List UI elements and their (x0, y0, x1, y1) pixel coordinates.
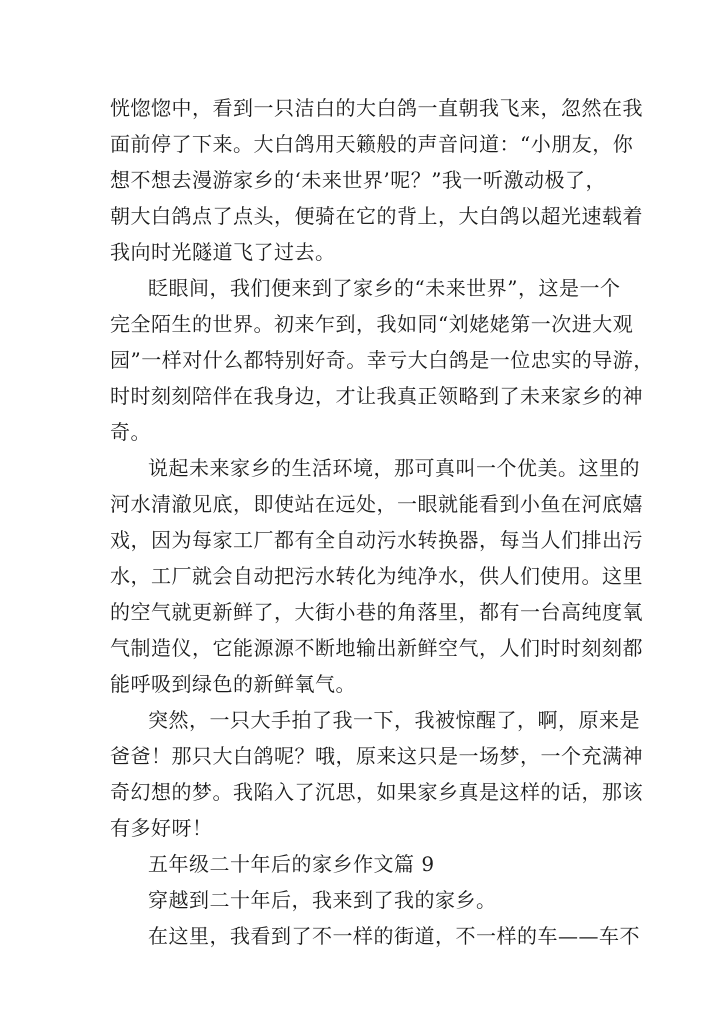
text-line: 水，工厂就会自动把污水转化为纯净水，供人们使用。这里 (110, 564, 643, 588)
text-line: 能呼吸到绿色的新鲜氧气。 (110, 672, 356, 696)
text-line: 河水清澈见底，即使站在远处，一眼就能看到小鱼在河底嬉 (110, 492, 643, 516)
text-line: 完全陌生的世界。初来乍到，我如同“刘姥姥第一次进大观 (110, 312, 634, 336)
text-line: 突然，一只大手拍了我一下，我被惊醒了，啊，原来是 (148, 708, 640, 732)
text-line: 我向时光隧道飞了过去。 (110, 240, 336, 264)
text-line: 爸爸！那只大白鸽呢？哦，原来这只是一场梦，一个充满神 (110, 744, 643, 768)
text-line: 奇幻想的梦。我陷入了沉思，如果家乡真是这样的话，那该 (110, 780, 643, 804)
text-line: 穿越到二十年后，我来到了我的家乡。 (148, 888, 497, 912)
text-line: 在这里，我看到了不一样的街道，不一样的车——车不 (148, 924, 640, 948)
text-line: 想不想去漫游家乡的‘未来世界’呢？”我一听激动极了， (110, 168, 606, 192)
text-line: 面前停了下来。大白鸽用天籁般的声音问道：“小朋友，你 (110, 132, 634, 156)
text-line: 的空气就更新鲜了，大街小巷的角落里，都有一台高纯度氧 (110, 600, 643, 624)
text-line: 说起未来家乡的生活环境，那可真叫一个优美。这里的 (148, 456, 640, 480)
text-line: 朝大白鸽点了点头，便骑在它的背上，大白鸽以超光速载着 (110, 204, 643, 228)
text-line: 恍惚惚中，看到一只洁白的大白鸽一直朝我飞来，忽然在我 (110, 96, 643, 120)
text-line: 奇。 (110, 420, 151, 444)
text-line: 眨眼间，我们便来到了家乡的“未来世界”，这是一个 (148, 276, 621, 300)
text-line: 有多好呀！ (110, 816, 213, 840)
essay-title: 五年级二十年后的家乡作文篇 9 (148, 852, 435, 876)
text-line: 时时刻刻陪伴在我身边，才让我真正领略到了未来家乡的神 (110, 384, 643, 408)
text-line: 戏，因为每家工厂都有全自动污水转换器，每当人们排出污 (110, 528, 643, 552)
text-line: 气制造仪，它能源源不断地输出新鲜空气，人们时时刻刻都 (110, 636, 643, 660)
text-line: 园”一样对什么都特别好奇。幸亏大白鸽是一位忠实的导游， (110, 348, 654, 372)
